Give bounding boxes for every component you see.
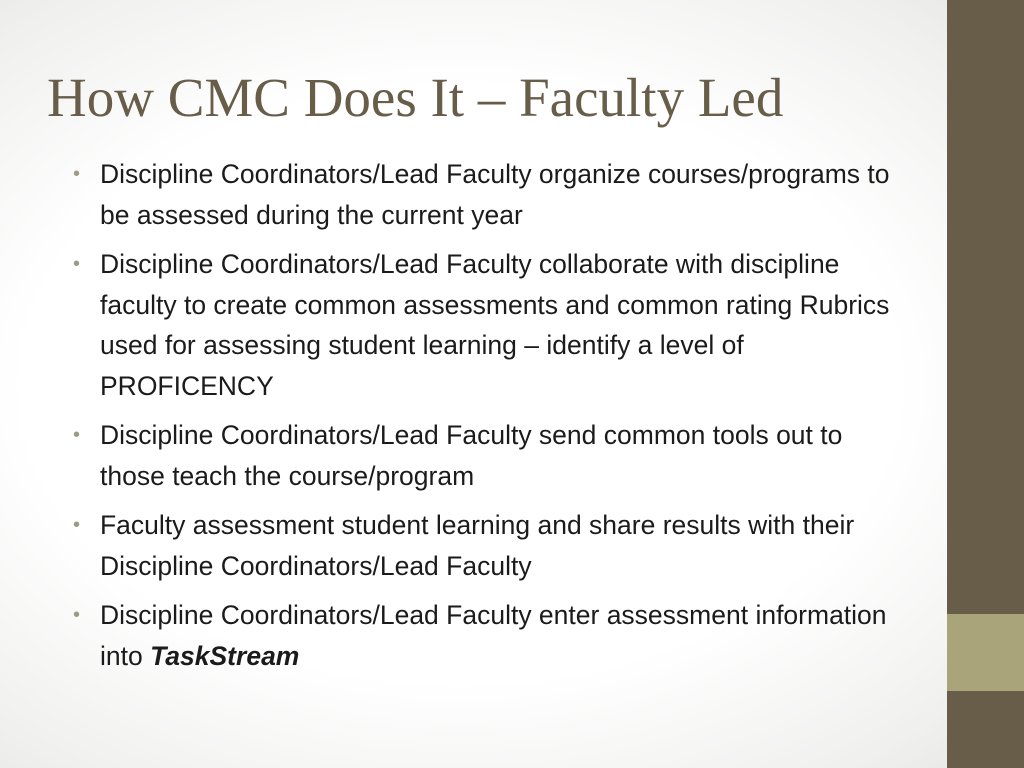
bullet-item (73, 244, 900, 406)
bullet-item (73, 505, 900, 586)
slide-title: How CMC Does It – Faculty Led (47, 67, 784, 128)
side-decoration-bar (947, 0, 1024, 768)
bullet-dot-icon: • (73, 514, 81, 536)
bullet-dot-icon: • (73, 424, 81, 446)
taskstream-emphasis: TaskStream (150, 640, 300, 671)
bullet-dot-icon: • (73, 163, 81, 185)
bullet-text: Discipline Coordinators/Lead Faculty enter assessment information into (100, 600, 887, 671)
bullet-text: Discipline Coordinators/Lead Faculty send common tools out to those teach the course/program (100, 420, 843, 491)
bullet-item (73, 595, 900, 676)
bullet-dot-icon: • (73, 604, 81, 626)
bullet-text: Discipline Coordinators/Lead Faculty collaborate with discipline faculty to create common assessments and common rating Rubrics used for assessing student learning – identify a level of PROFICENCY (100, 249, 890, 401)
bullet-list (73, 154, 900, 685)
side-decoration-accent (947, 614, 1024, 691)
bullet-text: Faculty assessment student learning and share results with their Discipline Coordinators/Lead Faculty (100, 510, 855, 581)
bullet-item (73, 415, 900, 496)
bullet-dot-icon: • (73, 253, 81, 275)
bullet-text: Discipline Coordinators/Lead Faculty organize courses/programs to be assessed during the current year (100, 159, 890, 230)
bullet-item (73, 154, 900, 235)
